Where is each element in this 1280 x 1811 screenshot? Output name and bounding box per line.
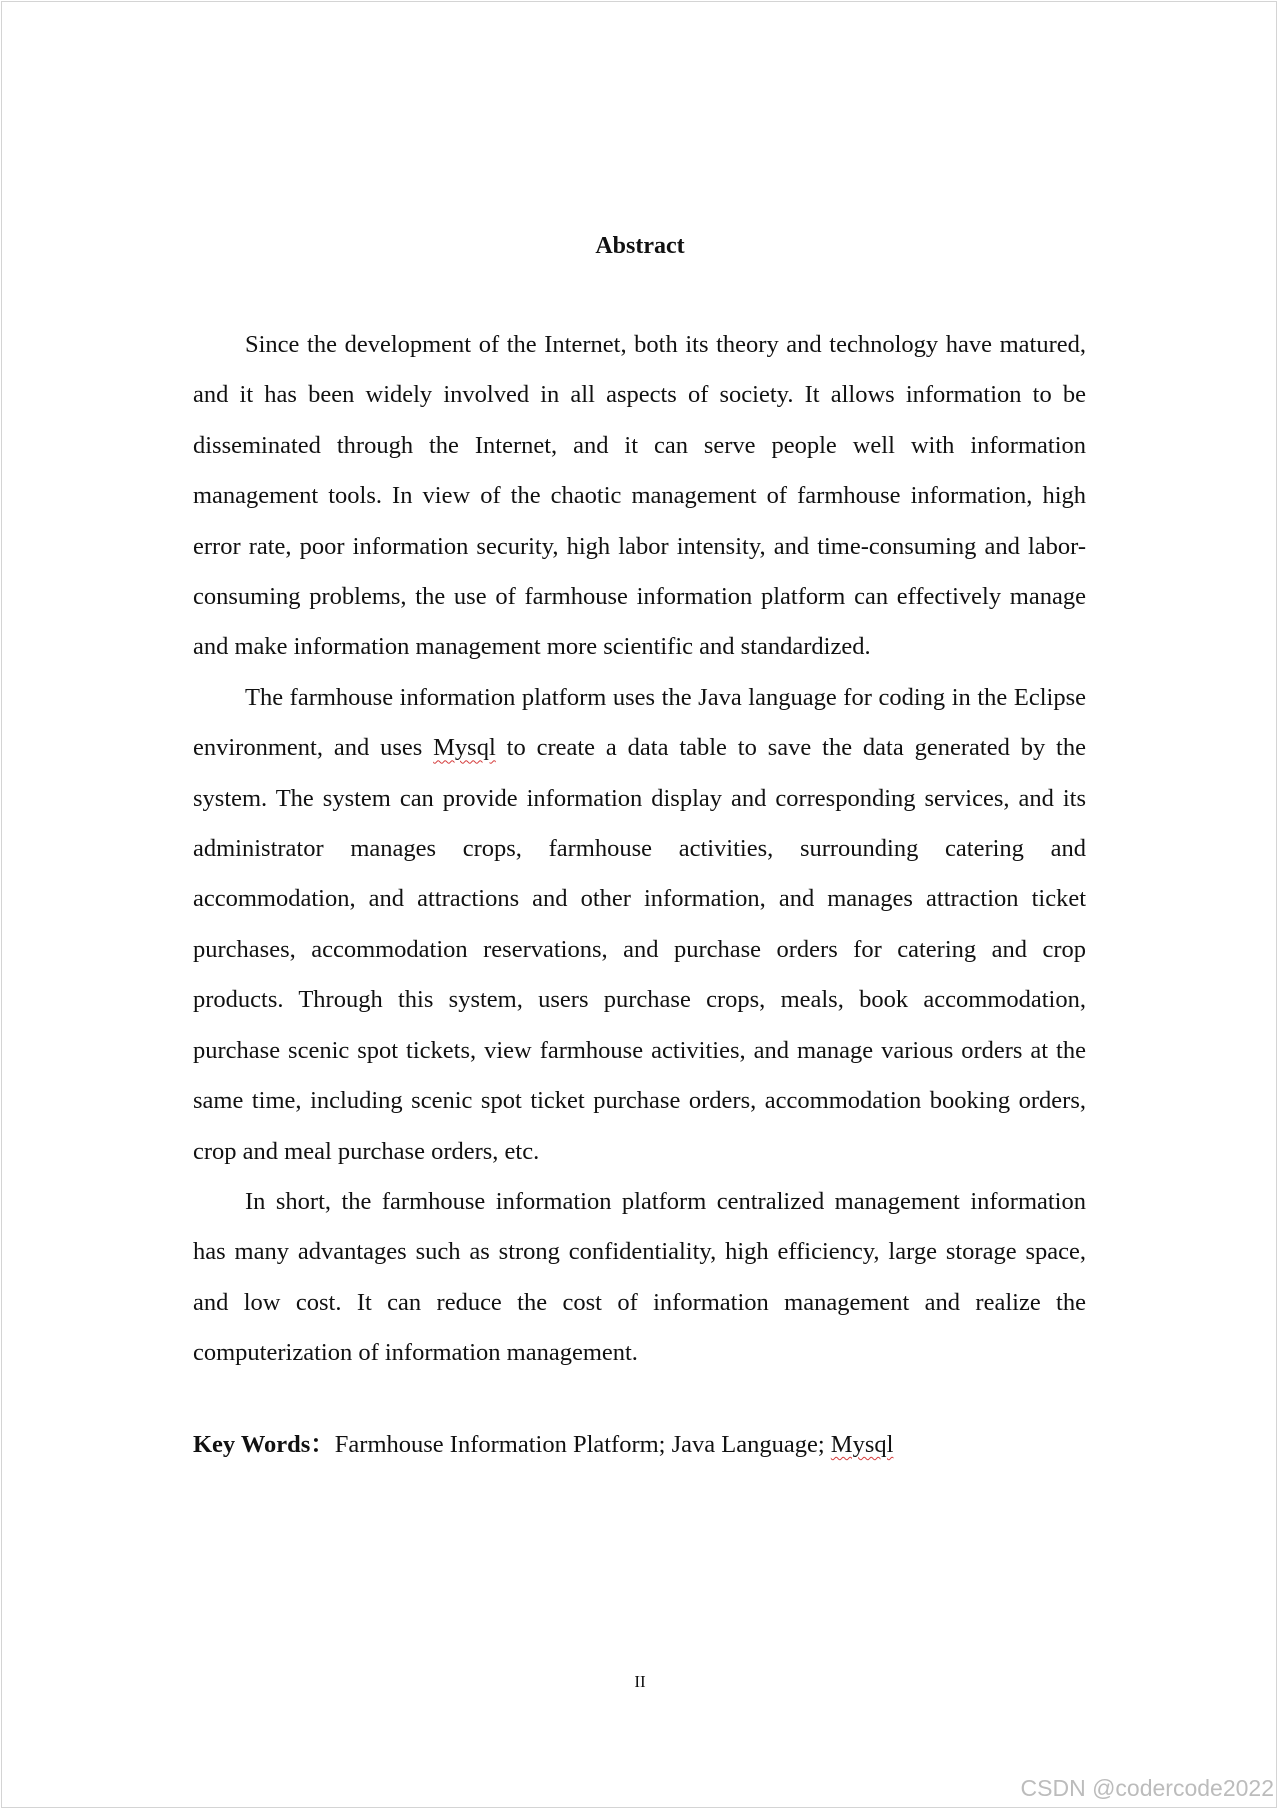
spellcheck-flagged-word: Mysql: [433, 734, 496, 762]
abstract-body: [193, 320, 1086, 1379]
page-number: II: [634, 1672, 646, 1691]
paragraph-2-text-after: to create a data table to save the data generated by the system. The system can provide information display and corresponding services, and its administrator manages crops, farmhouse activities, surrounding catering and accommodation, and attractions and other information, and manages attraction ticket purchases, accommodation reservations, and purchase orders for catering and crop products. Through this system, users purchase crops, meals, book accommodation, purchase scenic spot tickets, view farmhouse activities, and manage various orders at the same time, including scenic spot ticket purchase orders, accommodation booking orders, crop and meal purchase orders, etc.: [193, 734, 1086, 1165]
keywords-flagged-word: Mysql: [830, 1431, 894, 1458]
keywords-line: [193, 1425, 1086, 1465]
keywords-label: Key Words：: [193, 1431, 335, 1458]
paragraph-3: In short, the farmhouse information platform centralized management information has many advantages such as strong confidentiality, high efficiency, large storage space, and low cost. It can reduce the cost of information management and realize the computerization of information management.: [193, 1187, 1086, 1367]
watermark: CSDN @codercode2022: [1020, 1775, 1274, 1801]
paragraph-2-text-before: The farmhouse information platform uses the Java language for coding in the Eclipse environment, and uses: [193, 683, 1086, 762]
paragraph-1: Since the development of the Internet, both its theory and technology have matured, and it has been widely involved in all aspects of society. It allows information to be disseminated through the Internet, and it can serve people well with information management tools. In view of the chaotic management of farmhouse information, high error rate, poor information security, high labor intensity, and time-consuming and labor-consuming problems, the use of farmhouse information platform can effectively manage and make information management more scientific and standardized.: [193, 331, 1086, 661]
keywords-value: Farmhouse Information Platform; Java Language;: [334, 1431, 831, 1458]
paragraph-2: [193, 673, 1086, 1177]
abstract-title: Abstract: [595, 233, 685, 259]
